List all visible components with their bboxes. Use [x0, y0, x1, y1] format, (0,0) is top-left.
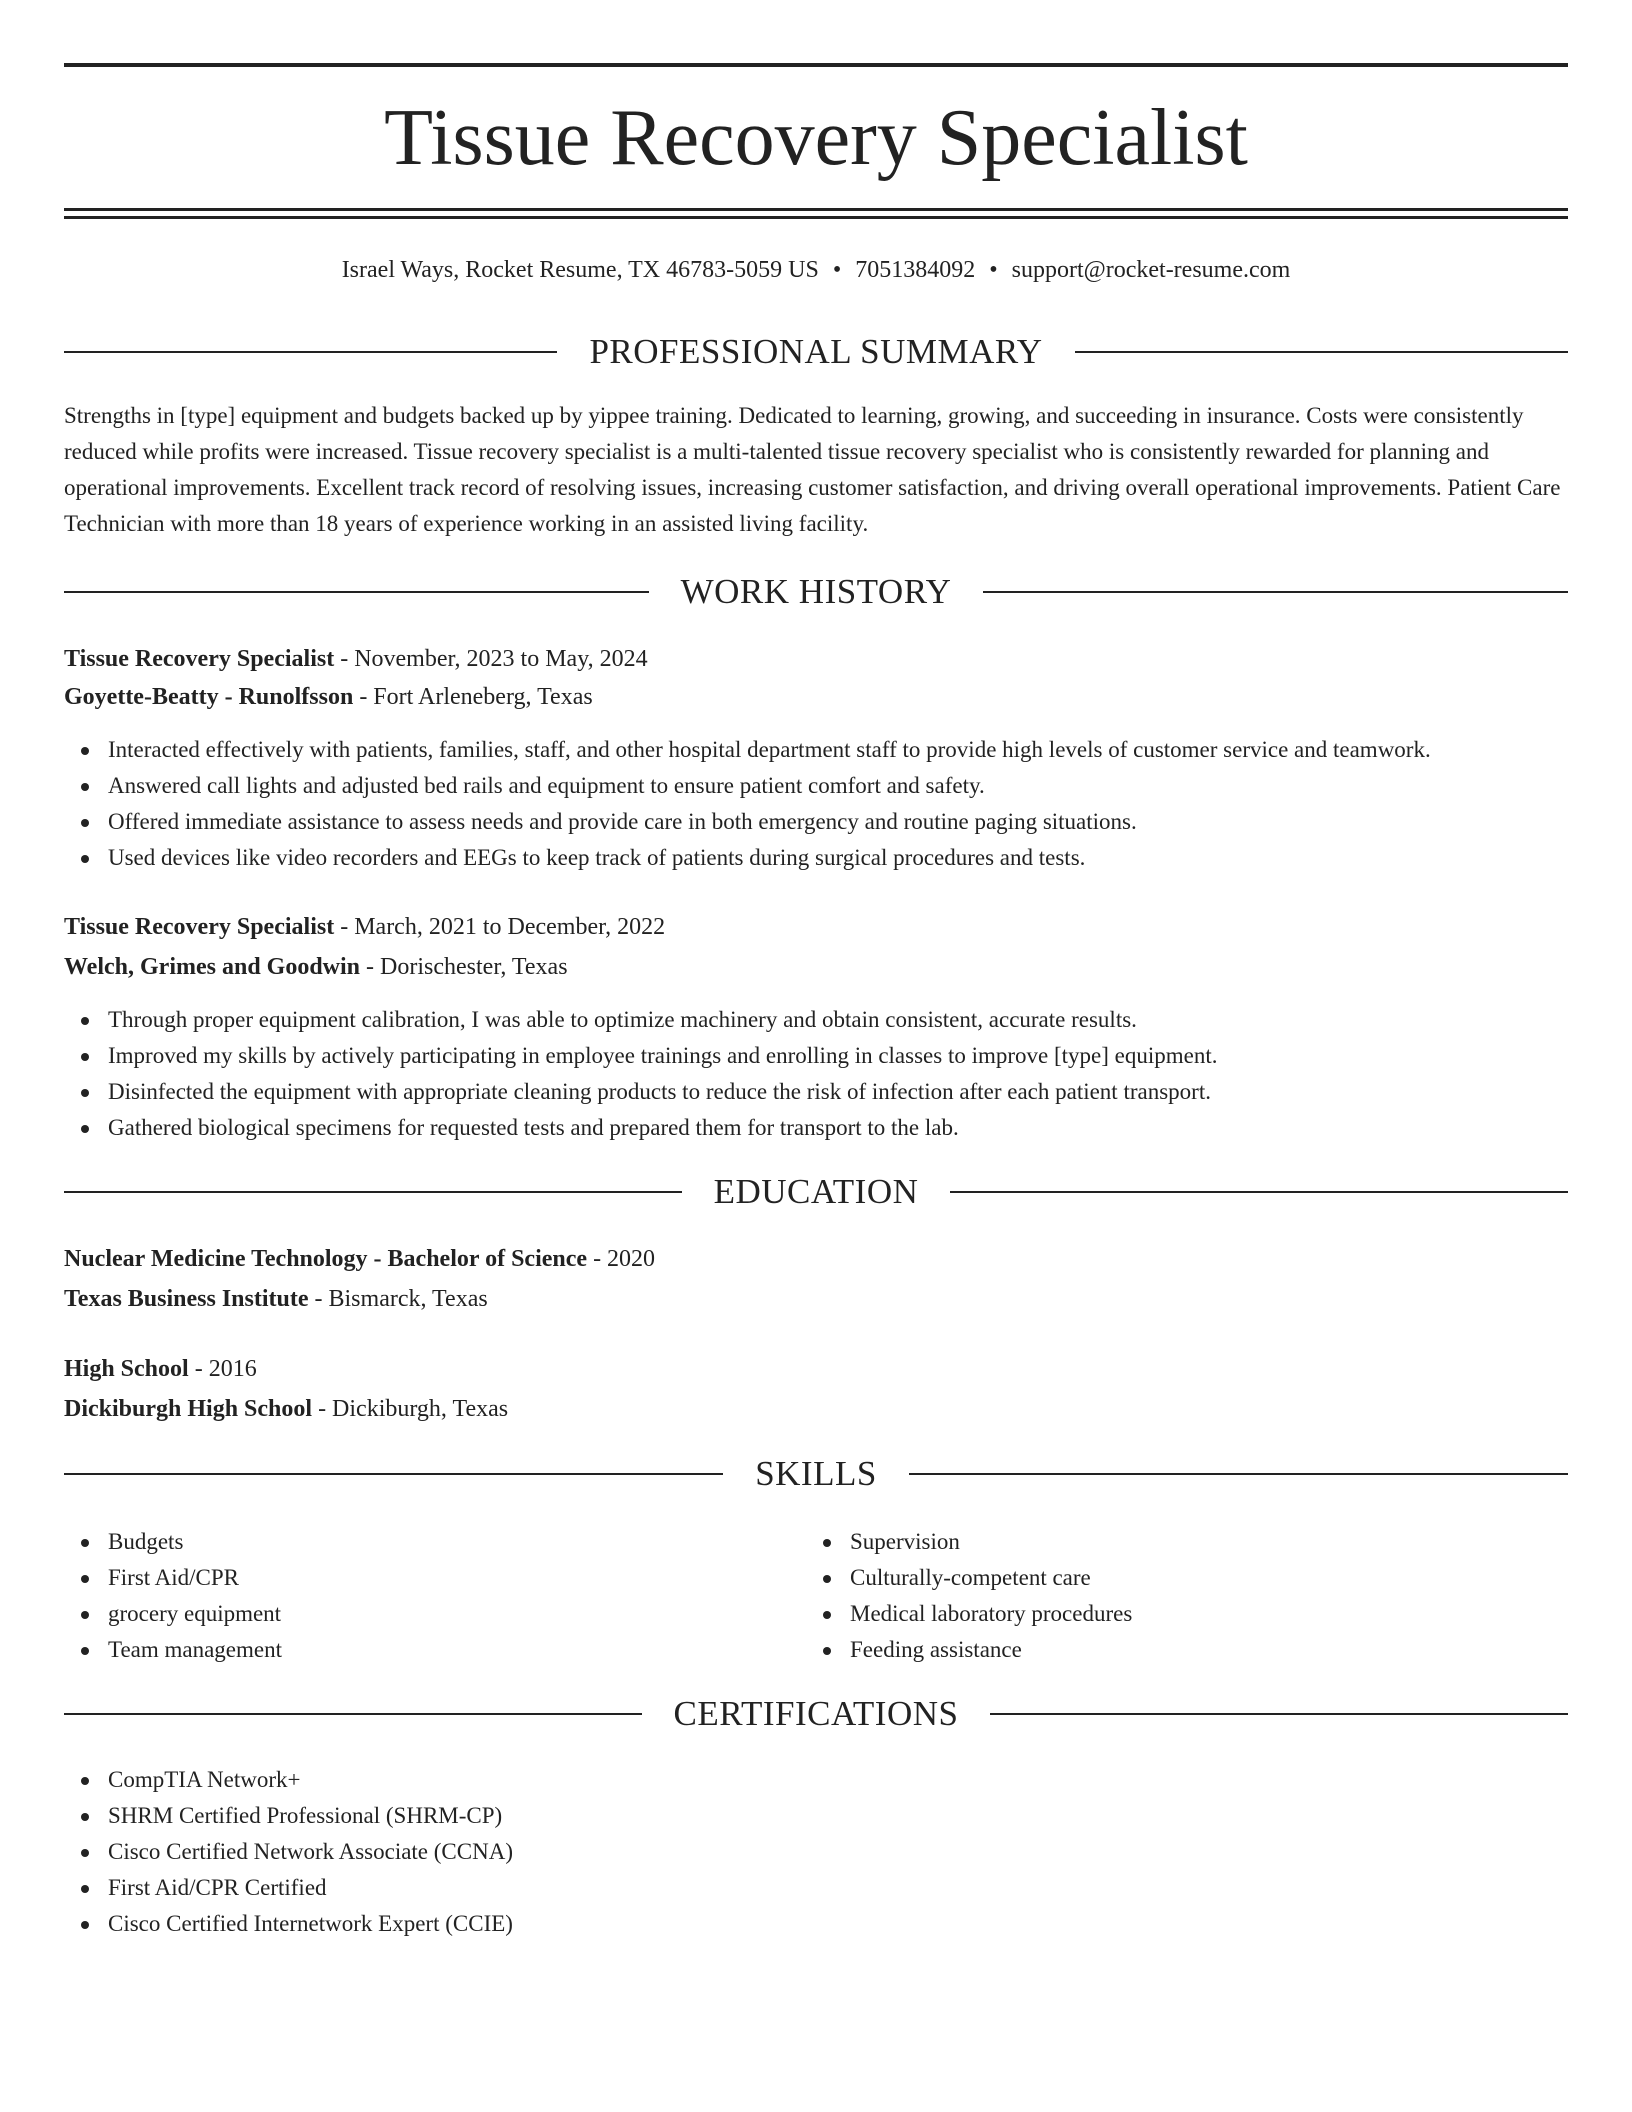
heading-rule: [64, 1473, 723, 1475]
job-company-line: [64, 948, 568, 986]
job-dates: - March, 2021 to December, 2022: [340, 914, 666, 940]
education-year: - 2016: [194, 1356, 257, 1382]
heading-rule: [909, 1473, 1568, 1475]
skill-item: Medical laboratory procedures: [806, 1596, 1132, 1632]
contact-email[interactable]: support@rocket-resume.com: [1011, 257, 1291, 283]
header-double-rule: [64, 208, 1568, 220]
contact-phone: 7051384092: [855, 257, 976, 283]
education-degree-line: [64, 1350, 257, 1388]
skill-item: Feeding assistance: [806, 1632, 1132, 1668]
contact-separator: •: [832, 257, 842, 283]
section-title: PROFESSIONAL SUMMARY: [589, 332, 1043, 371]
job-title: Tissue Recovery Specialist: [64, 914, 335, 940]
skill-item: Culturally-competent care: [806, 1560, 1132, 1596]
job-bullet: Offered immediate assistance to assess needs and provide care in both emergency and routine paging situations.: [64, 804, 1431, 840]
section-heading-work-history: [64, 572, 1568, 612]
certifications-list: [64, 1762, 513, 1942]
skill-item: Team management: [64, 1632, 282, 1668]
education-school-line: [64, 1280, 488, 1318]
section-title: SKILLS: [755, 1454, 877, 1493]
skill-item: grocery equipment: [64, 1596, 282, 1632]
section-heading-summary: [64, 332, 1568, 372]
job-dates: - November, 2023 to May, 2024: [340, 646, 648, 672]
skill-item: First Aid/CPR: [64, 1560, 282, 1596]
heading-rule: [1075, 351, 1568, 353]
job-location: - Fort Arleneberg, Texas: [359, 684, 593, 710]
heading-rule: [64, 351, 557, 353]
job-bullet: Gathered biological specimens for requested tests and prepared them for transport to the lab.: [64, 1110, 1218, 1146]
heading-rule: [990, 1713, 1568, 1715]
heading-rule: [64, 1191, 682, 1193]
education-school-line: [64, 1390, 508, 1428]
section-heading-education: [64, 1172, 1568, 1212]
job-bullets: [64, 732, 1431, 876]
skills-list-left: [64, 1524, 282, 1668]
contact-address: Israel Ways, Rocket Resume, TX 46783-5059 US: [341, 257, 819, 283]
education-year: - 2020: [593, 1246, 656, 1272]
education-degree: High School: [64, 1356, 189, 1382]
section-heading-skills: [64, 1454, 1568, 1494]
job-bullet: Disinfected the equipment with appropriate cleaning products to reduce the risk of infection after each patient transport.: [64, 1074, 1218, 1110]
skills-list-right: [806, 1524, 1132, 1668]
heading-rule: [983, 591, 1568, 593]
top-rule: [64, 63, 1568, 67]
certification-item: Cisco Certified Internetwork Expert (CCIE): [64, 1906, 513, 1942]
job-title-line: [64, 908, 665, 946]
education-degree: Nuclear Medicine Technology - Bachelor of Science: [64, 1246, 588, 1272]
job-bullet: Used devices like video recorders and EEGs to keep track of patients during surgical procedures and tests.: [64, 840, 1431, 876]
job-bullet: Answered call lights and adjusted bed rails and equipment to ensure patient comfort and safety.: [64, 768, 1431, 804]
contact-separator: •: [989, 257, 998, 283]
job-title-line: [64, 640, 648, 678]
job-location: - Dorischester, Texas: [366, 954, 568, 980]
certification-item: Cisco Certified Network Associate (CCNA): [64, 1834, 513, 1870]
education-degree-line: [64, 1240, 655, 1278]
job-title: Tissue Recovery Specialist: [64, 646, 335, 672]
skill-item: Budgets: [64, 1524, 282, 1560]
certification-item: First Aid/CPR Certified: [64, 1870, 513, 1906]
certification-item: SHRM Certified Professional (SHRM-CP): [64, 1798, 513, 1834]
summary-text: Strengths in [type] equipment and budgets backed up by yippee training. Dedicated to learning, growing, and succeeding in insurance. Costs were consistently reduced while profits were increased. Tissue recovery specialist is a multi-talented tissue recovery specialist who is consistently rewarded for planning and operational improvements. Excellent track record of resolving issues, increasing customer satisfaction, and driving overall operational improvements. Patient Care Technician with more than 18 years of experience working in an assisted living facility.: [64, 403, 1561, 536]
section-title: CERTIFICATIONS: [673, 1694, 959, 1733]
education-location: - Dickiburgh, Texas: [318, 1396, 509, 1422]
job-bullet: Improved my skills by actively participating in employee trainings and enrolling in classes to improve [type] equipment.: [64, 1038, 1218, 1074]
education-location: - Bismarck, Texas: [314, 1286, 488, 1312]
education-school: Texas Business Institute: [64, 1286, 309, 1312]
heading-rule: [64, 591, 649, 593]
job-bullet: Interacted effectively with patients, families, staff, and other hospital department staff to provide high levels of customer service and teamwork.: [64, 732, 1431, 768]
job-company: Welch, Grimes and Goodwin: [64, 954, 361, 980]
heading-rule: [64, 1713, 642, 1715]
contact-line: [64, 252, 1568, 288]
section-title: EDUCATION: [713, 1172, 919, 1211]
job-company-line: [64, 678, 593, 716]
resume-name: Tissue Recovery Specialist: [384, 94, 1248, 182]
section-heading-certifications: [64, 1694, 1568, 1734]
job-bullets: [64, 1002, 1218, 1146]
section-title: WORK HISTORY: [680, 572, 952, 611]
skill-item: Supervision: [806, 1524, 1132, 1560]
certification-item: CompTIA Network+: [64, 1762, 513, 1798]
job-company: Goyette-Beatty - Runolfsson: [64, 684, 354, 710]
education-school: Dickiburgh High School: [64, 1396, 313, 1422]
heading-rule: [950, 1191, 1568, 1193]
job-bullet: Through proper equipment calibration, I was able to optimize machinery and obtain consistent, accurate results.: [64, 1002, 1218, 1038]
